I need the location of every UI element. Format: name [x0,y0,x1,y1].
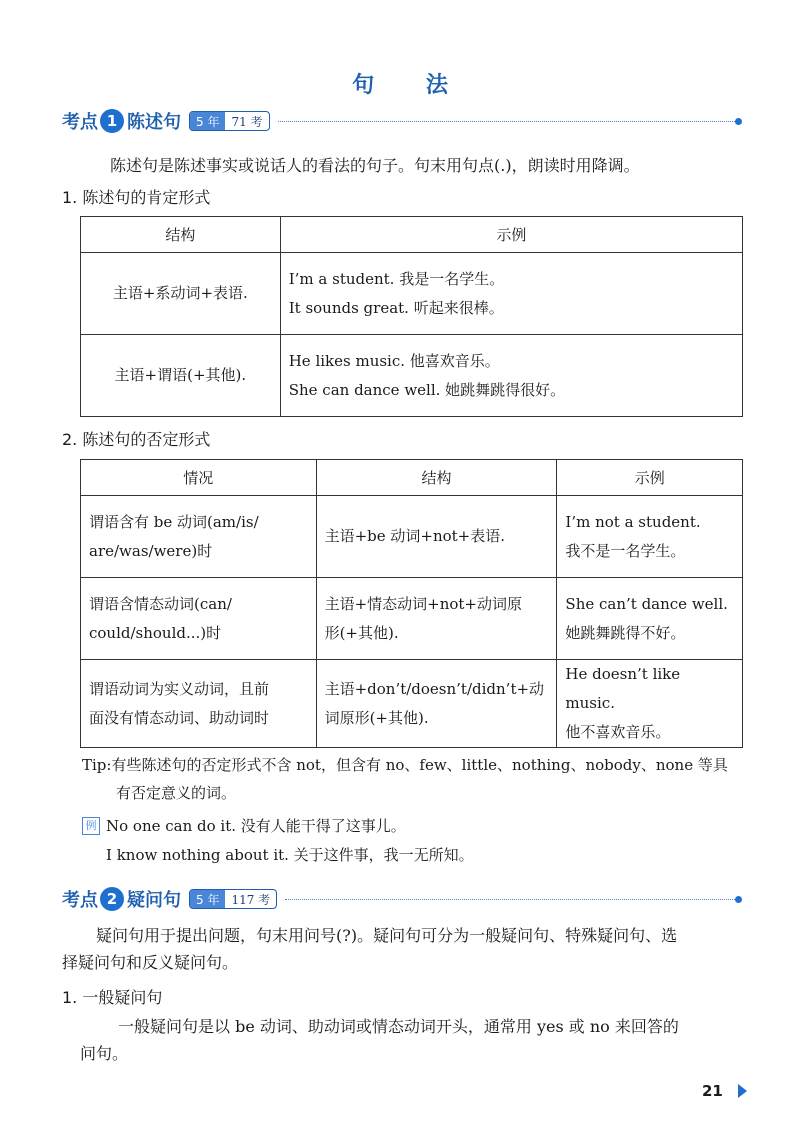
point-label: 考点 [62,112,98,133]
example-cell [557,578,743,660]
cell-line: He doesn’t like music. [565,665,681,712]
example-line: It sounds great. 听起来很棒。 [288,298,504,317]
point-label: 考点 [62,890,98,911]
cell-line: 主语+情态动词+not+动词原 [324,594,523,613]
cell-line: 词原形(+其他). [324,708,429,727]
subheading-general-question: 1. 一般疑问句 [62,988,163,1007]
point-number-badge: 1 [100,109,124,133]
example-icon: 例 [82,817,100,835]
frequency-badge [189,111,270,131]
cell-line: could/should...)时 [89,623,222,642]
divider-end-dot [735,118,742,125]
example-sentence [82,812,406,840]
structure-cell [316,496,557,578]
cell-line: 谓语含有 be 动词(am/is/ [89,512,259,531]
condition-cell [81,578,317,660]
next-page-arrow-icon [738,1084,747,1098]
divider-end-dot [735,896,742,903]
table-header-row [81,460,743,496]
paragraph-line: 问句。 [80,1044,129,1063]
dotted-divider [278,121,735,122]
point-title: 陈述句 [127,112,181,133]
subheading-affirmative: 1. 陈述句的肯定形式 [62,188,211,207]
cell-line: 形(+其他). [324,623,399,642]
point-number-badge: 2 [100,887,124,911]
dotted-divider [285,899,735,900]
example-text: No one can do it. 没有人能干得了这事儿。 [106,817,406,835]
structure-cell [316,660,557,748]
table-header-row [81,217,743,253]
condition-cell [81,496,317,578]
example-line: She can dance well. 她跳舞跳得很好。 [288,380,566,399]
paragraph-line: 疑问句用于提出问题，句末用问号(?)。疑问句可分为一般疑问句、特殊疑问句、选 [96,926,678,945]
table-row [81,496,743,578]
example-cell [280,335,742,417]
cell-line: are/was/were)时 [89,541,213,560]
cell-line: 他不喜欢音乐。 [565,723,671,741]
table-row [81,335,743,417]
column-header: 示例 [280,217,742,253]
negative-form-table [80,459,743,748]
cell-line: 她跳舞跳得不好。 [565,623,686,642]
cell-line: 主语+don’t/doesn’t/didn’t+动 [324,679,545,698]
page-number: 21 [702,1082,723,1100]
frequency-badge [189,889,277,909]
cell-line: She can’t dance well. [565,594,728,613]
intro-paragraph: 陈述句是陈述事实或说话人的看法的句子。句末用句点(.)，朗读时用降调。 [110,156,640,175]
cell-line: 谓语动词为实义动词，且前 [89,679,270,698]
cell-line: I’m not a student. [565,512,701,531]
subheading-negative: 2. 陈述句的否定形式 [62,430,211,449]
condition-cell [81,660,317,748]
example-line: He likes music. 他喜欢音乐。 [288,351,500,370]
badge-count: 71 考 [231,114,263,129]
section-header-point-2 [62,884,742,914]
badge-years: 5 年 [190,112,225,130]
structure-cell: 主语+谓语(+其他). [81,335,281,417]
example-sentence: I know nothing about it. 关于这件事，我一无所知。 [106,846,474,864]
example-cell [280,253,742,335]
badge-years: 5 年 [190,890,225,908]
cell-line: 谓语含情态动词(can/ [89,594,232,613]
example-line: I’m a student. 我是一名学生。 [288,269,505,288]
cell-line: 面没有情态动词、助动词时 [89,708,270,727]
table-row [81,660,743,748]
badge-count: 117 考 [231,892,271,907]
structure-cell [316,578,557,660]
table-row [81,253,743,335]
tip-note [82,751,746,807]
column-header: 情况 [81,460,317,496]
cell-line: 我不是一名学生。 [565,541,686,560]
tip-line: 有否定意义的词。 [116,784,237,802]
example-cell [557,660,743,748]
intro-paragraph [62,922,746,976]
column-header: 示例 [557,460,743,496]
page-title: 句 法 [352,73,470,98]
point-title: 疑问句 [127,890,181,911]
body-paragraph [80,1013,746,1067]
affirmative-form-table [80,216,743,417]
column-header: 结构 [316,460,557,496]
paragraph-line: 择疑问句和反义疑问句。 [62,953,239,972]
column-header: 结构 [81,217,281,253]
structure-cell: 主语+系动词+表语. [81,253,281,335]
cell-line: 主语+be 动词+not+表语. [324,527,506,545]
example-cell [557,496,743,578]
table-row [81,578,743,660]
section-header-point-1 [62,106,742,136]
tip-line: Tip:有些陈述句的否定形式不含 not，但含有 no、few、little、nothing、nobody、none 等具 [82,756,728,774]
paragraph-line: 一般疑问句是以 be 动词、助动词或情态动词开头，通常用 yes 或 no 来回答的 [118,1017,679,1036]
